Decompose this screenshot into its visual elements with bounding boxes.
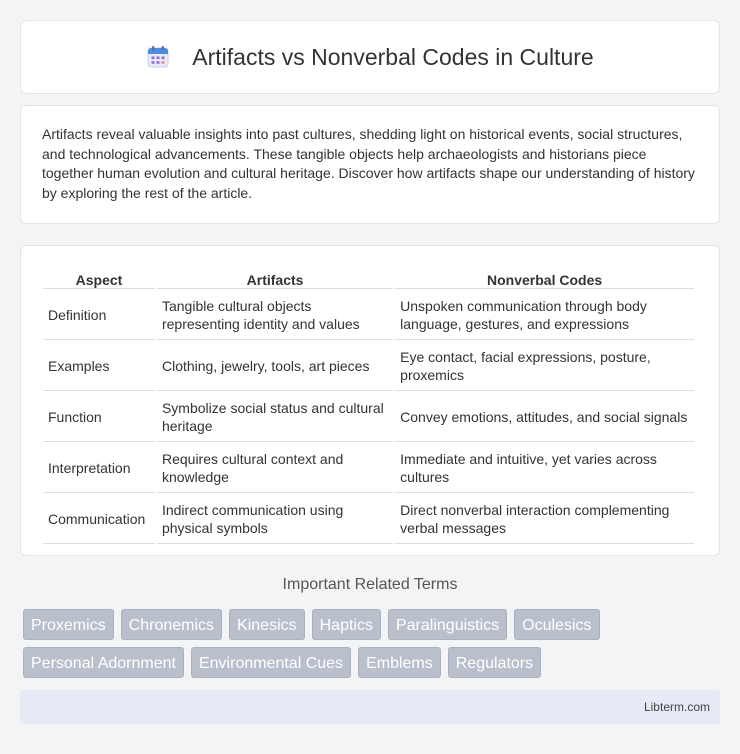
table-cell: Indirect communication using physical symbols bbox=[157, 495, 393, 544]
term-tag-proxemics[interactable]: Proxemics bbox=[23, 609, 114, 640]
term-tag-paralinguistics[interactable]: Paralinguistics bbox=[388, 609, 507, 640]
related-terms-heading: Important Related Terms bbox=[282, 576, 458, 593]
term-tag-environmental-cues[interactable]: Environmental Cues bbox=[191, 647, 351, 678]
table-cell: Clothing, jewelry, tools, art pieces bbox=[157, 342, 393, 391]
term-tag-kinesics[interactable]: Kinesics bbox=[229, 609, 305, 640]
table-row bbox=[43, 444, 694, 493]
table-cell: Immediate and intuitive, yet varies across cultures bbox=[395, 444, 694, 493]
table-cell: Communication bbox=[43, 495, 155, 544]
title-wrap bbox=[146, 44, 593, 71]
footer bbox=[20, 690, 720, 724]
term-tag-haptics[interactable]: Haptics bbox=[312, 609, 381, 640]
term-tag-oculesics[interactable]: Oculesics bbox=[514, 609, 599, 640]
table-cell: Tangible cultural objects representing identity and values bbox=[157, 291, 393, 340]
table-cell: Examples bbox=[43, 342, 155, 391]
table-cell: Function bbox=[43, 393, 155, 442]
comparison-table-card bbox=[20, 245, 720, 556]
table-cell: Direct nonverbal interaction complementing verbal messages bbox=[395, 495, 694, 544]
page-title: Artifacts vs Nonverbal Codes in Culture bbox=[192, 43, 594, 70]
footer-site-link[interactable]: Libterm.com bbox=[643, 700, 710, 714]
table-header-row bbox=[43, 269, 694, 289]
header-nonverbal-codes: Nonverbal Codes bbox=[395, 269, 694, 289]
table-row bbox=[43, 393, 694, 442]
related-terms-list bbox=[23, 609, 713, 678]
term-tag-regulators[interactable]: Regulators bbox=[448, 647, 541, 678]
table-cell: Convey emotions, attitudes, and social signals bbox=[395, 393, 694, 442]
term-tag-chronemics[interactable]: Chronemics bbox=[121, 609, 222, 640]
table-cell: Eye contact, facial expressions, posture, proxemics bbox=[395, 342, 694, 391]
table-cell: Symbolize social status and cultural heritage bbox=[157, 393, 393, 442]
table-row bbox=[43, 495, 694, 544]
table-row bbox=[43, 342, 694, 391]
table-cell: Requires cultural context and knowledge bbox=[157, 444, 393, 493]
intro-text: Artifacts reveal valuable insights into past cultures, shedding light on historical events, social structures, and technological advancements. These tangible objects help archaeologists and historians piece together human evolution and cultural heritage. Discover how artifacts shape our understanding of history by exploring the rest of the article. bbox=[42, 126, 695, 201]
comparison-table bbox=[41, 267, 696, 546]
calendar-icon bbox=[146, 45, 170, 69]
table-cell: Unspoken communication through body language, gestures, and expressions bbox=[395, 291, 694, 340]
term-tag-emblems[interactable]: Emblems bbox=[358, 647, 441, 678]
table-row bbox=[43, 291, 694, 340]
intro-card bbox=[20, 105, 720, 224]
table-cell: Definition bbox=[43, 291, 155, 340]
header-artifacts: Artifacts bbox=[157, 269, 393, 289]
title-card bbox=[20, 20, 720, 94]
header-aspect: Aspect bbox=[43, 269, 155, 289]
term-tag-personal-adornment[interactable]: Personal Adornment bbox=[23, 647, 184, 678]
table-cell: Interpretation bbox=[43, 444, 155, 493]
